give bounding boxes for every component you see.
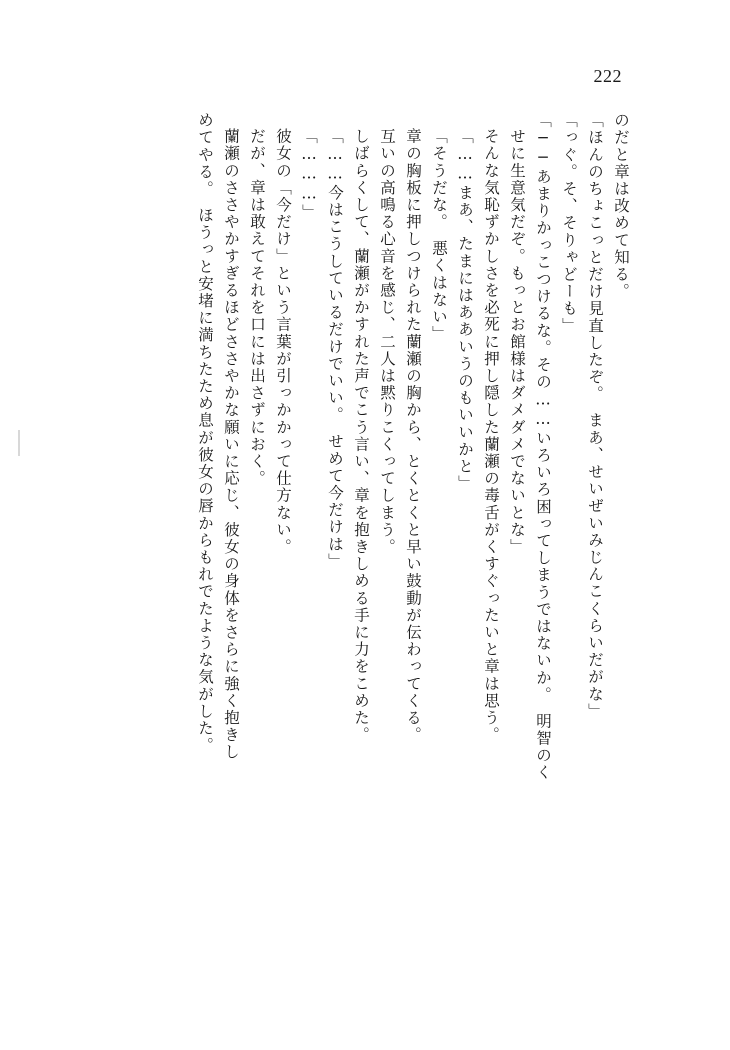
text-line: 章の胸板に押しつけられた蘭瀬の胸から、とくとくと早い鼓動が伝わってくる。: [404, 128, 422, 744]
text-line: そんな気恥ずかしさを必死に押し隠した蘭瀬の毒舌がくすぐったいと章は思う。: [482, 128, 500, 744]
text-line: 「……今はこうしているだけでいい。 せめて今だけは」: [326, 128, 344, 570]
text-line: 「……まあ、たまにはああいうのもいいかと」: [456, 128, 474, 493]
text-line: だが、章は敢えてそれを口には出さずにおく。: [248, 128, 266, 488]
text-line: 「っぐ。そ、そりゃどーも」: [560, 112, 578, 335]
text-line: 「そうだな。 悪くはない」: [430, 128, 448, 343]
text-line: 互いの高鳴る心音を感じ、二人は黙りこくってしまう。: [378, 128, 396, 556]
text-line: 「………」: [300, 128, 318, 221]
text-line: めてやる。 ほうっと安堵に満ちたため息が彼女の唇からもれでたような気がした。: [196, 112, 214, 755]
text-line: 蘭瀬のささやかすぎるほどささやかな願いに応じ、彼女の身体をさらに強く抱きし: [222, 128, 240, 761]
page-number: 222: [593, 66, 622, 86]
text-line: 「ほんのちょこっとだけ見直したぞ。 まあ、せいぜいみじんこくらいだがな」: [586, 112, 604, 720]
vertical-text-body: [76, 112, 634, 942]
spine-mark: [18, 430, 20, 456]
text-line: 「──あまりかっこつけるな。その……いろいろ困ってしまうではないか。 明智のく: [534, 112, 552, 782]
text-line: のだと章は改めて知る。: [612, 112, 630, 301]
text-line: せに生意気だぞ。もっとお館様はダメダメでないとな」: [508, 128, 526, 556]
text-line: 彼女の「今だけ」という言葉が引っかかって仕方ない。: [274, 128, 292, 556]
text-line: しばらくして、蘭瀬がかすれた声でこう言い、章を抱きしめる手に力をこめた。: [352, 128, 370, 744]
